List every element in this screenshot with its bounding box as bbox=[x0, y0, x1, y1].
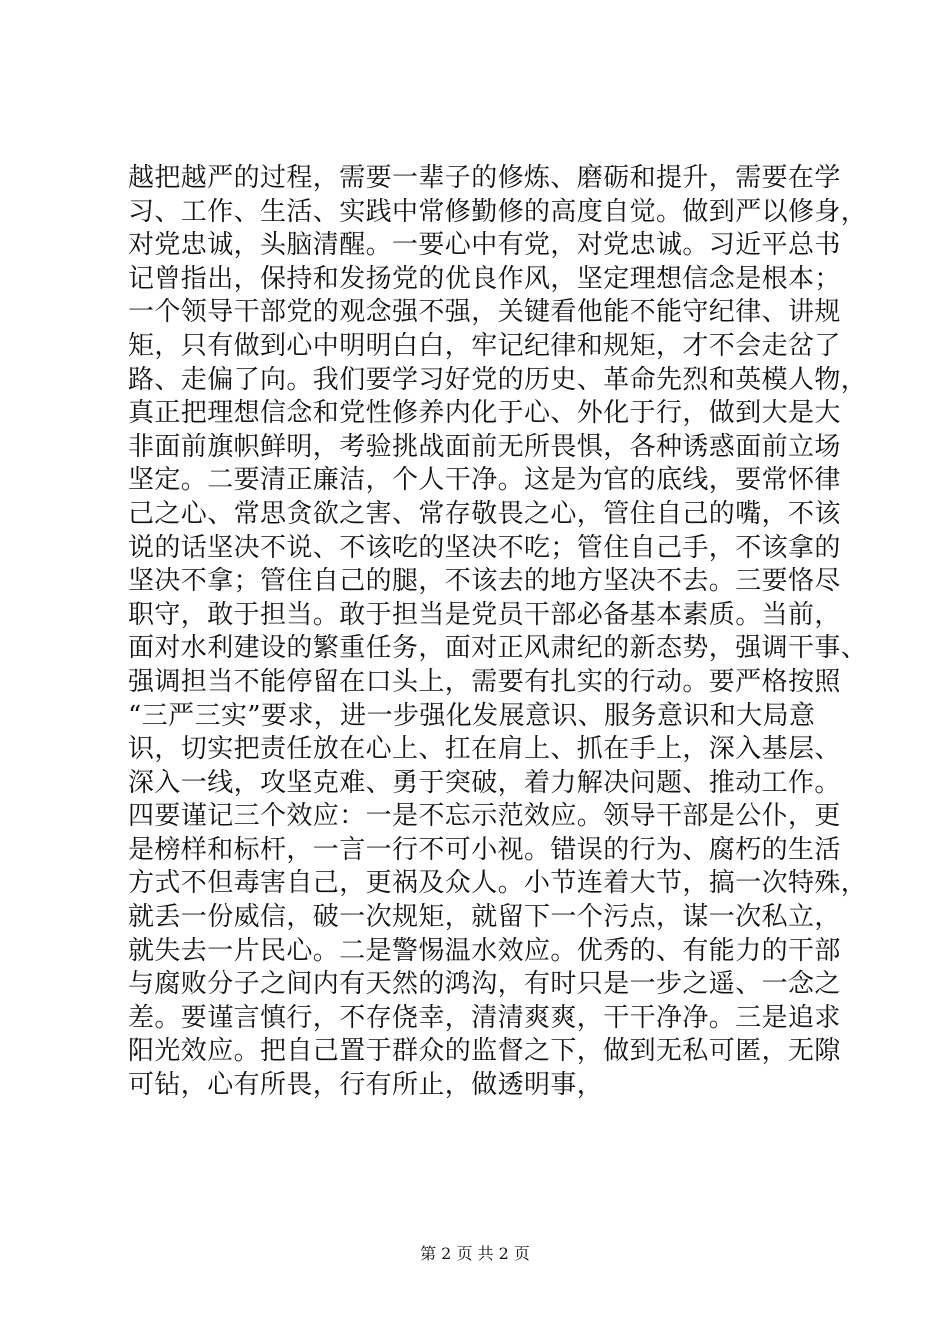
text-line: 习、工作、生活、实践中常修勤修的高度自觉。做到严以修身， bbox=[128, 196, 868, 227]
text-line: 面对水利建设的繁重任务，面对正风肃纪的新态势，强调干事、 bbox=[128, 633, 868, 664]
text-line: 己之心、常思贪欲之害、常存敬畏之心，管住自己的嘴，不该 bbox=[128, 498, 841, 529]
text-line: 就失去一片民心。二是警惕温水效应。优秀的、有能力的干部 bbox=[128, 935, 841, 966]
text-line: 与腐败分子之间内有天然的鸿沟，有时只是一步之遥、一念之 bbox=[128, 969, 841, 1000]
page-footer bbox=[0, 1244, 950, 1264]
text-line: 职守，敢于担当。敢于担当是党员干部必备基本素质。当前， bbox=[128, 599, 841, 630]
text-line: 记曾指出，保持和发扬党的优良作风，坚定理想信念是根本； bbox=[128, 263, 841, 294]
text-line: 可钻，心有所畏，行有所止，做透明事， bbox=[128, 1070, 604, 1101]
text-line: 识，切实把责任放在心上、扛在肩上、抓在手上，深入基层、 bbox=[128, 734, 841, 765]
text-line: 是榜样和标杆，一言一行不可小视。错误的行为、腐朽的生活 bbox=[128, 834, 841, 865]
text-line: 就丢一份威信，破一次规矩，就留下一个污点，谋一次私立， bbox=[128, 902, 841, 933]
text-line: 差。要谨言慎行，不存侥幸，清清爽爽，干干净净。三是追求 bbox=[128, 1002, 841, 1033]
text-line: 四要谨记三个效应：一是不忘示范效应。领导干部是公仆，更 bbox=[128, 801, 841, 832]
text-line: 坚定。二要清正廉洁，个人干净。这是为官的底线，要常怀律 bbox=[128, 465, 841, 496]
text-line: 非面前旗帜鲜明，考验挑战面前无所畏惧，各种诱惑面前立场 bbox=[128, 431, 841, 462]
text-line: 越把越严的过程，需要一辈子的修炼、磨砺和提升，需要在学 bbox=[128, 163, 841, 193]
text-line: 路、走偏了向。我们要学习好党的历史、革命先烈和英模人物， bbox=[128, 364, 868, 395]
text-line: 强调担当不能停留在口头上，需要有扎实的行动。要严格按照 bbox=[128, 666, 841, 697]
text-line: 矩，只有做到心中明明白白，牢记纪律和规矩，才不会走岔了 bbox=[128, 330, 841, 361]
text-line: 真正把理想信念和党性修养内化于心、外化于行，做到大是大 bbox=[128, 398, 841, 429]
text-line: 阳光效应。把自己置于群众的监督之下，做到无私可匿，无隙 bbox=[128, 1036, 841, 1067]
text-line: “三严三实”要求，进一步强化发展意识、服务意识和大局意 bbox=[128, 700, 816, 731]
text-line: 一个领导干部党的观念强不强，关键看他能不能守纪律、讲规 bbox=[128, 297, 841, 328]
text-line: 深入一线，攻坚克难、勇于突破，着力解决问题、推动工作。 bbox=[128, 767, 841, 798]
text-line: 说的话坚决不说、不该吃的坚决不吃；管住自己手，不该拿的 bbox=[128, 532, 841, 563]
page-number: 第 2 页 共 2 页 bbox=[420, 1244, 530, 1263]
text-line: 对党忠诚，头脑清醒。一要心中有党，对党忠诚。习近平总书 bbox=[128, 230, 841, 261]
body-text bbox=[128, 162, 868, 1103]
text-line: 坚决不拿；管住自己的腿，不该去的地方坚决不去。三要恪尽 bbox=[128, 566, 841, 597]
text-line: 方式不但毒害自己，更祸及众人。小节连着大节，搞一次特殊， bbox=[128, 868, 868, 899]
